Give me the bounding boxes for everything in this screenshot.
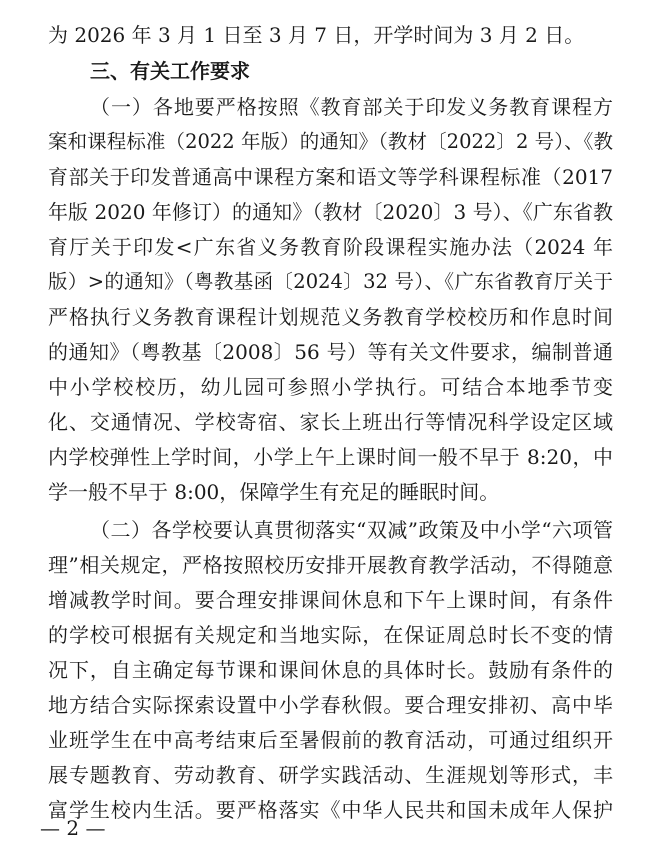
paragraph-1-line-3: 育部关于印发普通高中课程方案和语文等学科课程标准（2017 [48,165,613,189]
paragraph-1-line-12: 学一般不早于 8:00，保障学生有充足的睡眠时间。 [48,480,500,504]
paragraph-1-line-6: 版）>的通知》（粤教基函〔2024〕32 号）、《广东省教育厅关于 [48,270,613,293]
paragraph-1-line-5: 育厅关于印发<广东省义务教育阶段课程实施办法（2024 年 [48,235,613,259]
paragraph-1-line-1: （一）各地要严格按照《教育部关于印发义务教育课程方 [90,95,613,119]
paragraph-2-line-7: 业班学生在中高考结束后至暑假前的教育活动，可通过组织开 [48,728,613,752]
paragraph-2-line-8: 展专题教育、劳动教育、研学实践活动、生涯规划等形式，丰 [48,763,613,787]
paragraph-1-line-9: 中小学校校历，幼儿园可参照小学执行。可结合本地季节变 [48,375,613,399]
paragraph-2-line-6: 地方结合实际探索设置中小学春秋假。要合理安排初、高中毕 [48,693,613,717]
paragraph-1-line-10: 化、交通情况、学校寄宿、家长上班出行等情况科学设定区域 [48,410,613,434]
paragraph-2-line-2: 理”相关规定，严格按照校历安排开展教育教学活动，不得随意 [48,553,613,577]
paragraph-2-line-3: 增减教学时间。要合理安排课间休息和下午上课时间，有条件 [48,588,613,612]
paragraph-1-line-2: 案和课程标准（2022 年版）的通知》（教材〔2022〕2 号）、《教 [48,130,613,153]
section-heading: 三、有关工作要求 [90,59,250,83]
paragraph-1-line-11: 内学校弹性上学时间，小学上午上课时间一般不早于 8:20，中 [48,445,613,469]
paragraph-1-line-8: 的通知》（粤教基〔2008〕56 号）等有关文件要求，编制普通 [48,340,613,364]
paragraph-2-line-4: 的学校可根据有关规定和当地实际，在保证周总时长不变的情 [48,623,613,647]
paragraph-2-line-5: 况下，自主确定每节课和课间休息的具体时长。鼓励有条件的 [48,658,613,682]
text-line-1: 为 2026 年 3 月 1 日至 3 月 7 日，开学时间为 3 月 2 日。 [48,23,585,47]
paragraph-1-line-7: 严格执行义务教育课程计划规范义务教育学校校历和作息时间 [48,305,613,329]
paragraph-1-line-4: 年版 2020 年修订）的通知》（教材〔2020〕3 号）、《广东省教 [48,200,613,224]
page-number: — 2 — [40,816,106,840]
paragraph-2-line-1: （二）各学校要认真贯彻落实“双减”政策及中小学“六项管 [90,518,613,542]
paragraph-2-line-9: 富学生校内生活。要严格落实《中华人民共和国未成年人保护 [48,798,613,822]
